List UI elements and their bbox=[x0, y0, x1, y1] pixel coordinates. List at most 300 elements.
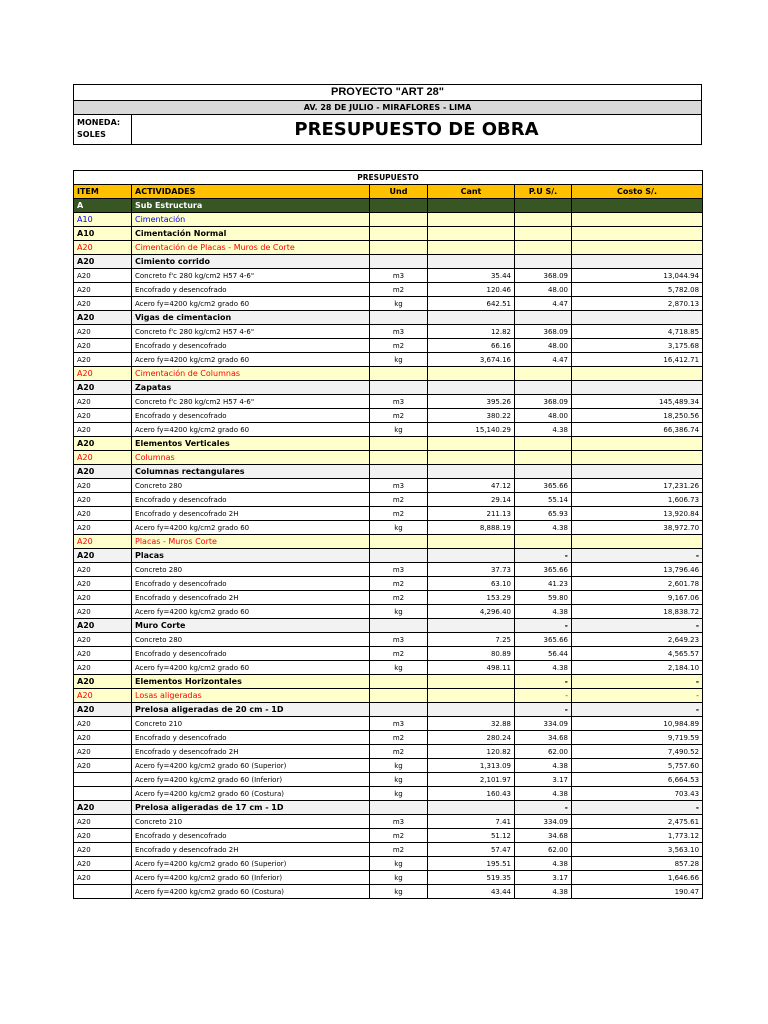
table-row bbox=[74, 633, 703, 647]
cell-costo: 4,718.85 bbox=[572, 325, 703, 339]
cell-costo: 1,773.12 bbox=[572, 829, 703, 843]
cell-actividad: Sub Estructura bbox=[132, 199, 370, 213]
cell-und: m3 bbox=[370, 563, 428, 577]
col-header-item: ITEM bbox=[74, 185, 132, 199]
cell-cant bbox=[428, 241, 515, 255]
cell-cant: 195.51 bbox=[428, 857, 515, 871]
cell-item: A20 bbox=[74, 675, 132, 689]
cell-item: A20 bbox=[74, 451, 132, 465]
cell-pu bbox=[515, 241, 572, 255]
cell-und bbox=[370, 549, 428, 563]
cell-actividad: Concreto f'c 280 kg/cm2 H57 4-6" bbox=[132, 269, 370, 283]
table-row bbox=[74, 213, 703, 227]
cell-pu: 34.68 bbox=[515, 731, 572, 745]
cell-und bbox=[370, 367, 428, 381]
table-row bbox=[74, 647, 703, 661]
cell-costo bbox=[572, 381, 703, 395]
cell-actividad: Cimentación de Columnas bbox=[132, 367, 370, 381]
cell-costo: 5,757.60 bbox=[572, 759, 703, 773]
cell-pu: 365.66 bbox=[515, 563, 572, 577]
cell-actividad: Muro Corte bbox=[132, 619, 370, 633]
table-row bbox=[74, 465, 703, 479]
cell-item: A20 bbox=[74, 283, 132, 297]
cell-cant bbox=[428, 437, 515, 451]
cell-actividad: Acero fy=4200 kg/cm2 grado 60 bbox=[132, 423, 370, 437]
col-header-costo: Costo S/. bbox=[572, 185, 703, 199]
cell-actividad: Encofrado y desencofrado bbox=[132, 493, 370, 507]
cell-pu: 334.09 bbox=[515, 815, 572, 829]
cell-costo bbox=[572, 241, 703, 255]
table-row bbox=[74, 815, 703, 829]
cell-und: m2 bbox=[370, 829, 428, 843]
cell-actividad: Encofrado y desencofrado bbox=[132, 731, 370, 745]
table-row bbox=[74, 563, 703, 577]
table-row bbox=[74, 311, 703, 325]
cell-actividad: Acero fy=4200 kg/cm2 grado 60 (Superior) bbox=[132, 857, 370, 871]
cell-und: m3 bbox=[370, 717, 428, 731]
cell-und bbox=[370, 451, 428, 465]
cell-pu: 62.00 bbox=[515, 745, 572, 759]
cell-costo bbox=[572, 367, 703, 381]
cell-item: A20 bbox=[74, 395, 132, 409]
cell-und: m2 bbox=[370, 283, 428, 297]
cell-cant bbox=[428, 227, 515, 241]
table-row bbox=[74, 255, 703, 269]
cell-costo: 9,719.59 bbox=[572, 731, 703, 745]
cell-actividad: Acero fy=4200 kg/cm2 grado 60 bbox=[132, 661, 370, 675]
cell-costo: - bbox=[572, 675, 703, 689]
cell-item: A20 bbox=[74, 647, 132, 661]
cell-costo: - bbox=[572, 549, 703, 563]
cell-item: A20 bbox=[74, 409, 132, 423]
cell-pu: 59.80 bbox=[515, 591, 572, 605]
cell-und bbox=[370, 213, 428, 227]
cell-pu: 368.09 bbox=[515, 325, 572, 339]
cell-actividad: Encofrado y desencofrado 2H bbox=[132, 745, 370, 759]
table-row bbox=[74, 409, 703, 423]
table-row bbox=[74, 521, 703, 535]
table-row bbox=[74, 283, 703, 297]
cell-actividad: Losas aligeradas bbox=[132, 689, 370, 703]
cell-item: A20 bbox=[74, 829, 132, 843]
table-caption-row bbox=[74, 171, 703, 185]
cell-actividad: Elementos Horizontales bbox=[132, 675, 370, 689]
cell-item: A20 bbox=[74, 507, 132, 521]
table-row bbox=[74, 381, 703, 395]
cell-actividad: Acero fy=4200 kg/cm2 grado 60 bbox=[132, 297, 370, 311]
cell-pu bbox=[515, 437, 572, 451]
cell-costo bbox=[572, 437, 703, 451]
cell-costo: - bbox=[572, 801, 703, 815]
cell-actividad: Acero fy=4200 kg/cm2 grado 60 bbox=[132, 605, 370, 619]
cell-pu: 48.00 bbox=[515, 339, 572, 353]
cell-pu: 41.23 bbox=[515, 577, 572, 591]
cell-item: A20 bbox=[74, 255, 132, 269]
table-row bbox=[74, 591, 703, 605]
cell-cant: 47.12 bbox=[428, 479, 515, 493]
cell-costo: 3,175.68 bbox=[572, 339, 703, 353]
cell-und: m3 bbox=[370, 395, 428, 409]
title-row bbox=[74, 115, 701, 144]
cell-actividad: Encofrado y desencofrado 2H bbox=[132, 591, 370, 605]
table-row bbox=[74, 871, 703, 885]
cell-cant bbox=[428, 199, 515, 213]
cell-pu bbox=[515, 213, 572, 227]
cell-item: A20 bbox=[74, 521, 132, 535]
cell-item: A20 bbox=[74, 269, 132, 283]
cell-item bbox=[74, 773, 132, 787]
cell-und bbox=[370, 381, 428, 395]
table-row bbox=[74, 423, 703, 437]
table-row bbox=[74, 437, 703, 451]
cell-costo: - bbox=[572, 689, 703, 703]
cell-und: kg bbox=[370, 423, 428, 437]
cell-cant bbox=[428, 367, 515, 381]
cell-pu: - bbox=[515, 549, 572, 563]
cell-item: A20 bbox=[74, 423, 132, 437]
table-row bbox=[74, 759, 703, 773]
cell-und bbox=[370, 535, 428, 549]
table-row bbox=[74, 507, 703, 521]
cell-und: kg bbox=[370, 885, 428, 899]
cell-item: A20 bbox=[74, 353, 132, 367]
cell-actividad: Concreto 210 bbox=[132, 815, 370, 829]
cell-cant bbox=[428, 801, 515, 815]
cell-und bbox=[370, 703, 428, 717]
cell-und: m2 bbox=[370, 493, 428, 507]
cell-pu: - bbox=[515, 703, 572, 717]
cell-cant: 153.29 bbox=[428, 591, 515, 605]
cell-pu: - bbox=[515, 689, 572, 703]
cell-cant bbox=[428, 675, 515, 689]
cell-item: A10 bbox=[74, 227, 132, 241]
cell-actividad: Concreto 280 bbox=[132, 479, 370, 493]
cell-und: kg bbox=[370, 773, 428, 787]
col-header-und: Und bbox=[370, 185, 428, 199]
table-header-row bbox=[74, 185, 703, 199]
cell-und: kg bbox=[370, 857, 428, 871]
cell-pu bbox=[515, 465, 572, 479]
cell-und: m2 bbox=[370, 409, 428, 423]
cell-item: A20 bbox=[74, 717, 132, 731]
cell-costo: 13,796.46 bbox=[572, 563, 703, 577]
cell-actividad: Prelosa aligeradas de 20 cm - 1D bbox=[132, 703, 370, 717]
cell-item: A20 bbox=[74, 801, 132, 815]
cell-costo: 190.47 bbox=[572, 885, 703, 899]
cell-actividad: Cimentación Normal bbox=[132, 227, 370, 241]
cell-item: A20 bbox=[74, 633, 132, 647]
cell-item: A20 bbox=[74, 297, 132, 311]
cell-pu: 48.00 bbox=[515, 283, 572, 297]
cell-und: m2 bbox=[370, 339, 428, 353]
cell-pu: 48.00 bbox=[515, 409, 572, 423]
cell-cant bbox=[428, 689, 515, 703]
cell-und bbox=[370, 437, 428, 451]
cell-item: A20 bbox=[74, 549, 132, 563]
cell-costo bbox=[572, 465, 703, 479]
cell-cant: 380.22 bbox=[428, 409, 515, 423]
cell-cant: 120.46 bbox=[428, 283, 515, 297]
cell-actividad: Prelosa aligeradas de 17 cm - 1D bbox=[132, 801, 370, 815]
cell-pu: 3.17 bbox=[515, 773, 572, 787]
cell-cant: 7.41 bbox=[428, 815, 515, 829]
cell-actividad: Acero fy=4200 kg/cm2 grado 60 (Costura) bbox=[132, 885, 370, 899]
currency-box bbox=[74, 115, 132, 144]
cell-actividad: Cimentación bbox=[132, 213, 370, 227]
cell-cant: 395.26 bbox=[428, 395, 515, 409]
table-row bbox=[74, 787, 703, 801]
cell-und: kg bbox=[370, 521, 428, 535]
cell-costo: 2,475.61 bbox=[572, 815, 703, 829]
cell-costo bbox=[572, 199, 703, 213]
table-row bbox=[74, 367, 703, 381]
cell-item: A20 bbox=[74, 759, 132, 773]
cell-actividad: Columnas bbox=[132, 451, 370, 465]
cell-cant bbox=[428, 311, 515, 325]
cell-costo: 703.43 bbox=[572, 787, 703, 801]
cell-actividad: Encofrado y desencofrado bbox=[132, 409, 370, 423]
cell-und bbox=[370, 465, 428, 479]
cell-und bbox=[370, 255, 428, 269]
cell-costo: 1,646.66 bbox=[572, 871, 703, 885]
cell-cant: 12.82 bbox=[428, 325, 515, 339]
cell-actividad: Zapatas bbox=[132, 381, 370, 395]
cell-pu: 4.38 bbox=[515, 885, 572, 899]
cell-und: kg bbox=[370, 297, 428, 311]
cell-pu bbox=[515, 311, 572, 325]
cell-actividad: Encofrado y desencofrado bbox=[132, 647, 370, 661]
cell-actividad: Encofrado y desencofrado bbox=[132, 829, 370, 843]
table-row bbox=[74, 745, 703, 759]
cell-cant: 1,313.09 bbox=[428, 759, 515, 773]
col-header-cant: Cant bbox=[428, 185, 515, 199]
table-row bbox=[74, 479, 703, 493]
project-header bbox=[73, 84, 702, 145]
cell-costo bbox=[572, 535, 703, 549]
cell-costo: 1,606.73 bbox=[572, 493, 703, 507]
cell-actividad: Acero fy=4200 kg/cm2 grado 60 (Costura) bbox=[132, 787, 370, 801]
cell-costo bbox=[572, 213, 703, 227]
table-row bbox=[74, 717, 703, 731]
cell-item: A bbox=[74, 199, 132, 213]
cell-item: A20 bbox=[74, 339, 132, 353]
cell-costo: 10,984.89 bbox=[572, 717, 703, 731]
table-row bbox=[74, 227, 703, 241]
table-row bbox=[74, 297, 703, 311]
cell-actividad: Acero fy=4200 kg/cm2 grado 60 (Inferior) bbox=[132, 773, 370, 787]
cell-costo: 13,920.84 bbox=[572, 507, 703, 521]
table-row bbox=[74, 801, 703, 815]
cell-cant: 8,888.19 bbox=[428, 521, 515, 535]
cell-und: kg bbox=[370, 353, 428, 367]
cell-costo: 5,782.08 bbox=[572, 283, 703, 297]
cell-pu bbox=[515, 367, 572, 381]
table-row bbox=[74, 829, 703, 843]
cell-item: A20 bbox=[74, 381, 132, 395]
cell-item: A20 bbox=[74, 689, 132, 703]
cell-pu: - bbox=[515, 801, 572, 815]
cell-item: A20 bbox=[74, 535, 132, 549]
cell-und bbox=[370, 227, 428, 241]
cell-item bbox=[74, 787, 132, 801]
table-row bbox=[74, 843, 703, 857]
cell-costo: 7,490.52 bbox=[572, 745, 703, 759]
project-name: PROYECTO "ART 28" bbox=[74, 85, 701, 101]
cell-item: A20 bbox=[74, 591, 132, 605]
cell-und: m2 bbox=[370, 843, 428, 857]
cell-pu: 65.93 bbox=[515, 507, 572, 521]
cell-cant: 29.14 bbox=[428, 493, 515, 507]
cell-actividad: Encofrado y desencofrado bbox=[132, 577, 370, 591]
currency-label: MONEDA: bbox=[77, 118, 121, 127]
budget-table bbox=[73, 170, 703, 899]
cell-und: m2 bbox=[370, 647, 428, 661]
cell-item: A20 bbox=[74, 437, 132, 451]
table-row bbox=[74, 605, 703, 619]
cell-item: A20 bbox=[74, 325, 132, 339]
cell-cant: 519.35 bbox=[428, 871, 515, 885]
cell-actividad: Placas - Muros Corte bbox=[132, 535, 370, 549]
cell-cant: 37.73 bbox=[428, 563, 515, 577]
cell-cant bbox=[428, 213, 515, 227]
cell-costo: 66,386.74 bbox=[572, 423, 703, 437]
cell-pu bbox=[515, 199, 572, 213]
cell-cant: 498.11 bbox=[428, 661, 515, 675]
cell-actividad: Cimiento corrido bbox=[132, 255, 370, 269]
cell-pu: - bbox=[515, 675, 572, 689]
cell-costo: 2,870.13 bbox=[572, 297, 703, 311]
cell-pu: 56.44 bbox=[515, 647, 572, 661]
cell-costo: 38,972.70 bbox=[572, 521, 703, 535]
table-row bbox=[74, 619, 703, 633]
cell-costo: 2,649.23 bbox=[572, 633, 703, 647]
cell-und: m3 bbox=[370, 269, 428, 283]
cell-actividad: Vigas de cimentacion bbox=[132, 311, 370, 325]
cell-costo: 18,838.72 bbox=[572, 605, 703, 619]
cell-pu: 4.38 bbox=[515, 521, 572, 535]
cell-actividad: Encofrado y desencofrado bbox=[132, 283, 370, 297]
cell-cant: 43.44 bbox=[428, 885, 515, 899]
cell-item: A20 bbox=[74, 871, 132, 885]
cell-pu: 4.38 bbox=[515, 857, 572, 871]
cell-cant: 280.24 bbox=[428, 731, 515, 745]
cell-item: A20 bbox=[74, 577, 132, 591]
cell-cant: 15,140.29 bbox=[428, 423, 515, 437]
cell-cant bbox=[428, 465, 515, 479]
cell-cant: 80.89 bbox=[428, 647, 515, 661]
cell-item bbox=[74, 885, 132, 899]
cell-pu: 334.09 bbox=[515, 717, 572, 731]
cell-actividad: Concreto 210 bbox=[132, 717, 370, 731]
cell-costo: - bbox=[572, 703, 703, 717]
table-row bbox=[74, 395, 703, 409]
cell-pu bbox=[515, 255, 572, 269]
cell-actividad: Encofrado y desencofrado 2H bbox=[132, 507, 370, 521]
cell-pu: 55.14 bbox=[515, 493, 572, 507]
cell-pu bbox=[515, 451, 572, 465]
cell-cant: 160.43 bbox=[428, 787, 515, 801]
table-row bbox=[74, 269, 703, 283]
table-row bbox=[74, 493, 703, 507]
cell-costo bbox=[572, 255, 703, 269]
cell-cant: 32.88 bbox=[428, 717, 515, 731]
cell-item: A10 bbox=[74, 213, 132, 227]
cell-und: m2 bbox=[370, 577, 428, 591]
cell-item: A20 bbox=[74, 661, 132, 675]
cell-und bbox=[370, 199, 428, 213]
cell-pu: 365.66 bbox=[515, 479, 572, 493]
cell-actividad: Concreto f'c 280 kg/cm2 H57 4-6" bbox=[132, 395, 370, 409]
table-row bbox=[74, 773, 703, 787]
table-row bbox=[74, 577, 703, 591]
cell-pu: 34.68 bbox=[515, 829, 572, 843]
cell-cant: 35.44 bbox=[428, 269, 515, 283]
document-title: PRESUPUESTO DE OBRA bbox=[294, 119, 539, 140]
table-row bbox=[74, 857, 703, 871]
cell-pu bbox=[515, 535, 572, 549]
cell-pu: 4.38 bbox=[515, 661, 572, 675]
cell-pu: - bbox=[515, 619, 572, 633]
table-row bbox=[74, 199, 703, 213]
cell-und bbox=[370, 619, 428, 633]
cell-item: A20 bbox=[74, 815, 132, 829]
table-row bbox=[74, 241, 703, 255]
cell-pu: 368.09 bbox=[515, 395, 572, 409]
cell-cant: 120.82 bbox=[428, 745, 515, 759]
cell-costo: 9,167.06 bbox=[572, 591, 703, 605]
cell-cant: 211.13 bbox=[428, 507, 515, 521]
cell-pu: 368.09 bbox=[515, 269, 572, 283]
cell-pu bbox=[515, 227, 572, 241]
cell-costo: 6,664.53 bbox=[572, 773, 703, 787]
cell-cant bbox=[428, 535, 515, 549]
cell-item: A20 bbox=[74, 605, 132, 619]
cell-costo: 857.28 bbox=[572, 857, 703, 871]
cell-und: kg bbox=[370, 759, 428, 773]
cell-item: A20 bbox=[74, 703, 132, 717]
table-row bbox=[74, 325, 703, 339]
cell-item: A20 bbox=[74, 563, 132, 577]
table-row bbox=[74, 675, 703, 689]
cell-pu: 4.38 bbox=[515, 759, 572, 773]
cell-costo bbox=[572, 311, 703, 325]
cell-item: A20 bbox=[74, 731, 132, 745]
cell-actividad: Acero fy=4200 kg/cm2 grado 60 bbox=[132, 353, 370, 367]
cell-item: A20 bbox=[74, 619, 132, 633]
cell-item: A20 bbox=[74, 857, 132, 871]
cell-costo: 13,044.94 bbox=[572, 269, 703, 283]
cell-und: m3 bbox=[370, 479, 428, 493]
cell-und bbox=[370, 241, 428, 255]
cell-und bbox=[370, 311, 428, 325]
table-row bbox=[74, 339, 703, 353]
cell-costo: - bbox=[572, 619, 703, 633]
cell-pu: 365.66 bbox=[515, 633, 572, 647]
cell-pu: 62.00 bbox=[515, 843, 572, 857]
table-row bbox=[74, 703, 703, 717]
cell-costo: 17,231.26 bbox=[572, 479, 703, 493]
cell-cant: 2,101.97 bbox=[428, 773, 515, 787]
cell-actividad: Cimentación de Placas - Muros de Corte bbox=[132, 241, 370, 255]
cell-und: m2 bbox=[370, 745, 428, 759]
cell-und bbox=[370, 801, 428, 815]
project-address: AV. 28 DE JULIO - MIRAFLORES - LIMA bbox=[74, 101, 701, 115]
cell-und bbox=[370, 675, 428, 689]
cell-actividad: Columnas rectangulares bbox=[132, 465, 370, 479]
cell-und: m2 bbox=[370, 731, 428, 745]
cell-und: m3 bbox=[370, 325, 428, 339]
cell-costo: 2,184.10 bbox=[572, 661, 703, 675]
